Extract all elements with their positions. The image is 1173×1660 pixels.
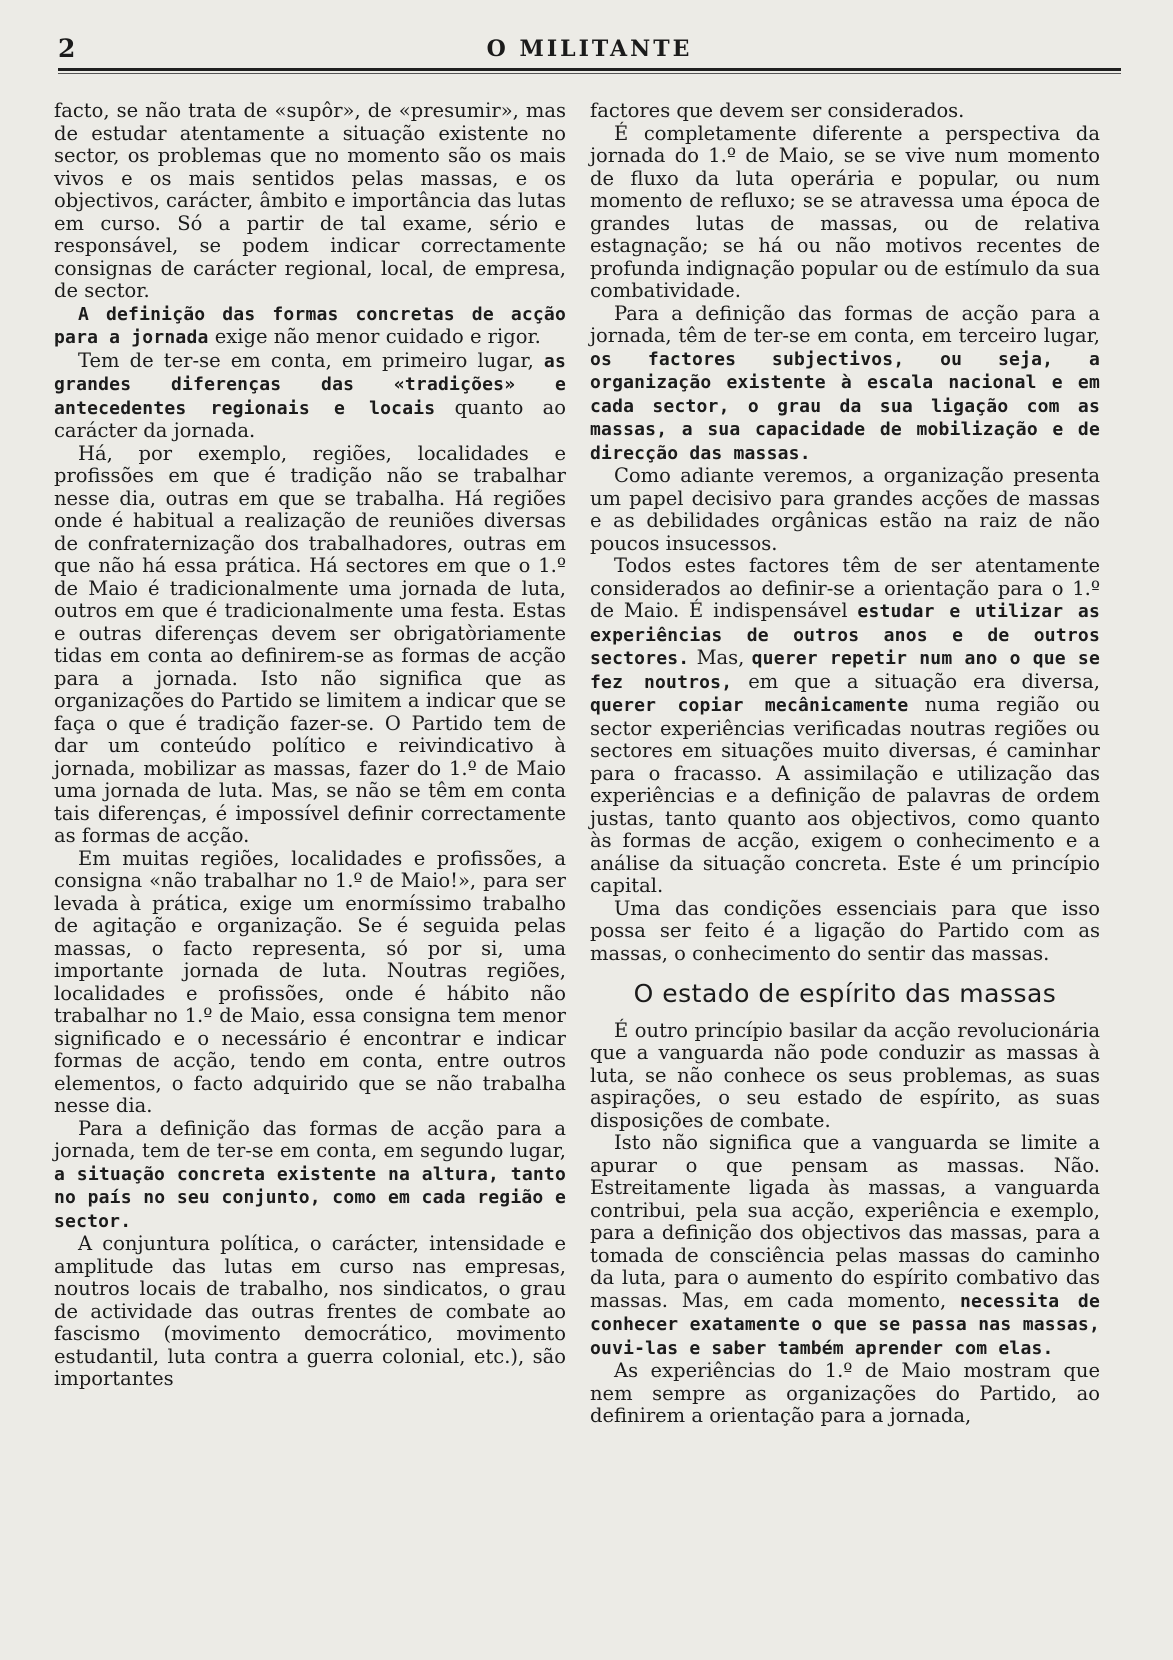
paragraph-text: Há, por exemplo, regiões, localidades e profissões em que é tradição não se trabalhar nesse dia, outras em que se trabalha. Há regiões onde é habitual a realização de reuniões diversas de confraternização dos trabalhadores, outras em que não há essa prática. Há sectores em que o 1.º de Maio é tradicionalmente uma jornada de luta, outros em que é tradicionalmente uma festa. Estas e outras diferenças devem ser obrigatòriamente tidas em conta ao definirem-se as formas de acção para a jornada. Isto não significa que as organizações do Partido se limitem a indicar que se faça o que é tradição fazer-se. O Partido tem de dar um conteúdo político e reivindicativo à jornada, mobilizar as massas, fazer do 1.º de Maio uma jornada de luta. Mas, se não se têm em conta tais diferenças, é impossível definir correctamente as formas de acção. — [54, 441, 566, 847]
paragraph — [590, 123, 1100, 303]
paragraph-text: factores que devem ser considerados. — [590, 99, 965, 122]
masthead-title: O MILITANTE — [486, 36, 693, 62]
header-rule-thin — [58, 73, 1121, 74]
paragraph — [54, 443, 566, 848]
paragraph — [54, 350, 566, 443]
paragraph — [54, 848, 566, 1118]
paragraph-text: Mas, — [689, 646, 752, 669]
paragraph — [590, 1132, 1100, 1360]
paragraph-text: Em muitas regiões, localidades e profissões, a consigna «não trabalhar no 1.º de Maio!», para ser levada à prática, exige um enormíssimo trabalho de agitação e organização. Se é seguida pelas massas, o facto representa, só por si, uma importante jornada de luta. Noutras regiões, localidades e profissões, onde é hábito não trabalhar no 1.º de Maio, essa consigna tem menor significado e o necessário é encontrar e indicar formas de acção, tendo em conta, entre outros elementos, o facto adquirido que se não trabalha nesse dia. — [54, 846, 566, 1117]
section-heading: O estado de espírito das massas — [633, 979, 1057, 1008]
left-column — [54, 100, 566, 1391]
paragraph — [54, 1118, 566, 1234]
emphasis-text: estudar e utilizar as experiências de outros anos e de outros sectores. — [590, 601, 1100, 669]
paragraph-text: É completamente diferente a perspectiva da jornada do 1.º de Maio, se se vive num momento de fluxo da luta operária e popular, ou num momento de refluxo; se se atravessa uma época de grandes lutas de massas, ou de relativa estagnação; se há ou não motivos recentes de profunda indignação popular ou de estímulo da sua combatividade. — [590, 121, 1100, 302]
emphasis-text: querer copiar mecânicamente — [590, 695, 909, 716]
header-rule — [58, 68, 1121, 71]
paragraph — [54, 303, 566, 350]
paragraph — [54, 1233, 566, 1391]
paragraph — [590, 1360, 1100, 1428]
paragraph-text: Como adiante veremos, a organização presenta um papel decisivo para grandes acções de massas e as debilidades orgânicas estão na raiz de não poucos insucessos. — [590, 464, 1100, 555]
page-number: 2 — [58, 34, 76, 63]
paragraph-text: Tem de ter-se em conta, em primeiro lugar, — [78, 348, 544, 372]
emphasis-text: querer repetir num ano o que se fez noutros, — [590, 648, 1100, 693]
paragraph-text: Todos estes factores têm de ser atentamente considerados ao definir-se a orientação para o 1.º de Maio. É indispensável — [590, 554, 1100, 622]
emphasis-text: necessita de conhecer exatamente o que se passa nas massas, ouvi-las e saber também aprender com elas. — [590, 1290, 1100, 1359]
paragraph-text: em que a situação era diversa, — [732, 669, 1100, 693]
paragraph — [590, 465, 1100, 555]
paragraph — [590, 100, 1100, 123]
paragraph-text: facto, se não trata de «supôr», de «presumir», mas de estudar atentamente a situação existente no sector, os problemas que no momento são os mais vivos e os mais sentidos pelas massas, e os objectivos, carácter, âmbito e importância das lutas em curso. Só a partir de tal exame, sério e responsável, se podem indicar correctamente consignas de carácter regional, local, de empresa, de sector. — [54, 99, 566, 302]
emphasis-text: os factores subjectivos, ou seja, a organização existente à escala nacional e em cada sector, o grau da sua ligação com as massas, a sua capacidade de mobilização e de direcção das massas. — [590, 348, 1100, 464]
page-header — [58, 30, 1121, 70]
paragraph — [590, 555, 1100, 898]
paragraph-text: A conjuntura política, o carácter, intensidade e amplitude das lutas em curso nas empresas, noutros locais de trabalho, nos sindicatos, o grau de actividade das outras frentes de combate ao fascismo (movimento democrático, movimento estudantil, luta contra a guerra colonial, etc.), são importantes — [54, 1232, 566, 1390]
emphasis-text: a situação concreta existente na altura, tanto no país no seu conjunto, como em cada região e sector. — [54, 1163, 566, 1232]
paragraph-text: quanto ao carácter da jornada. — [54, 395, 566, 442]
paragraph-text: Para a definição das formas de acção para a jornada, têm de ter-se em conta, em terceiro lugar, — [590, 301, 1100, 347]
paragraph — [590, 303, 1100, 466]
paragraph-text: As experiências do 1.º de Maio mostram que nem sempre as organizações do Partido, ao definirem a orientação para a jornada, — [590, 1359, 1100, 1427]
paragraph — [590, 1020, 1100, 1133]
right-column — [590, 100, 1100, 1428]
paragraph-text: exige não menor cuidado e rigor. — [208, 325, 541, 348]
paragraph — [54, 100, 566, 303]
emphasis-text: as grandes diferenças das «tradições» e antecedentes regionais e locais — [54, 350, 566, 419]
paragraph-text: É outro princípio basilar da acção revolucionária que a vanguarda não pode conduzir as massas à luta, se não conhece os seus problemas, as suas aspirações, o seu estado de espírito, as suas disposições de combate. — [590, 1018, 1100, 1132]
emphasis-text: A definição das formas concretas de acção para a jornada — [54, 303, 566, 348]
paragraph — [590, 898, 1100, 966]
paragraph-text: Isto não significa que a vanguarda se limite a apurar o que pensam as massas. Não. Estreitamente ligada às massas, a vanguarda contribui, pela sua acção, experiência e exemplo, para a definição dos objectivos das massas, para a tomada de consciência pelas massas do caminho da luta, para o aumento do espírito combativo das massas. Mas, em cada momento, — [590, 1131, 1100, 1312]
paragraph-text: numa região ou sector experiências verificadas noutras regiões ou sectores em situações muito diversas, é caminhar para o fracasso. A assimilação e utilização das experiências e a definição de palavras de ordem justas, tanto quanto aos objectivos, como quanto às formas de acção, exigem o conhecimento e a análise da situação concreta. Este é um princípio capital. — [590, 693, 1101, 897]
paragraph-text: Para a definição das formas de acção para a jornada, tem de ter-se em conta, em segundo lugar, — [54, 1116, 566, 1162]
paragraph-text: Uma das condições essenciais para que isso possa ser feito é a ligação do Partido com as massas, o conhecimento do sentir das massas. — [590, 896, 1100, 965]
